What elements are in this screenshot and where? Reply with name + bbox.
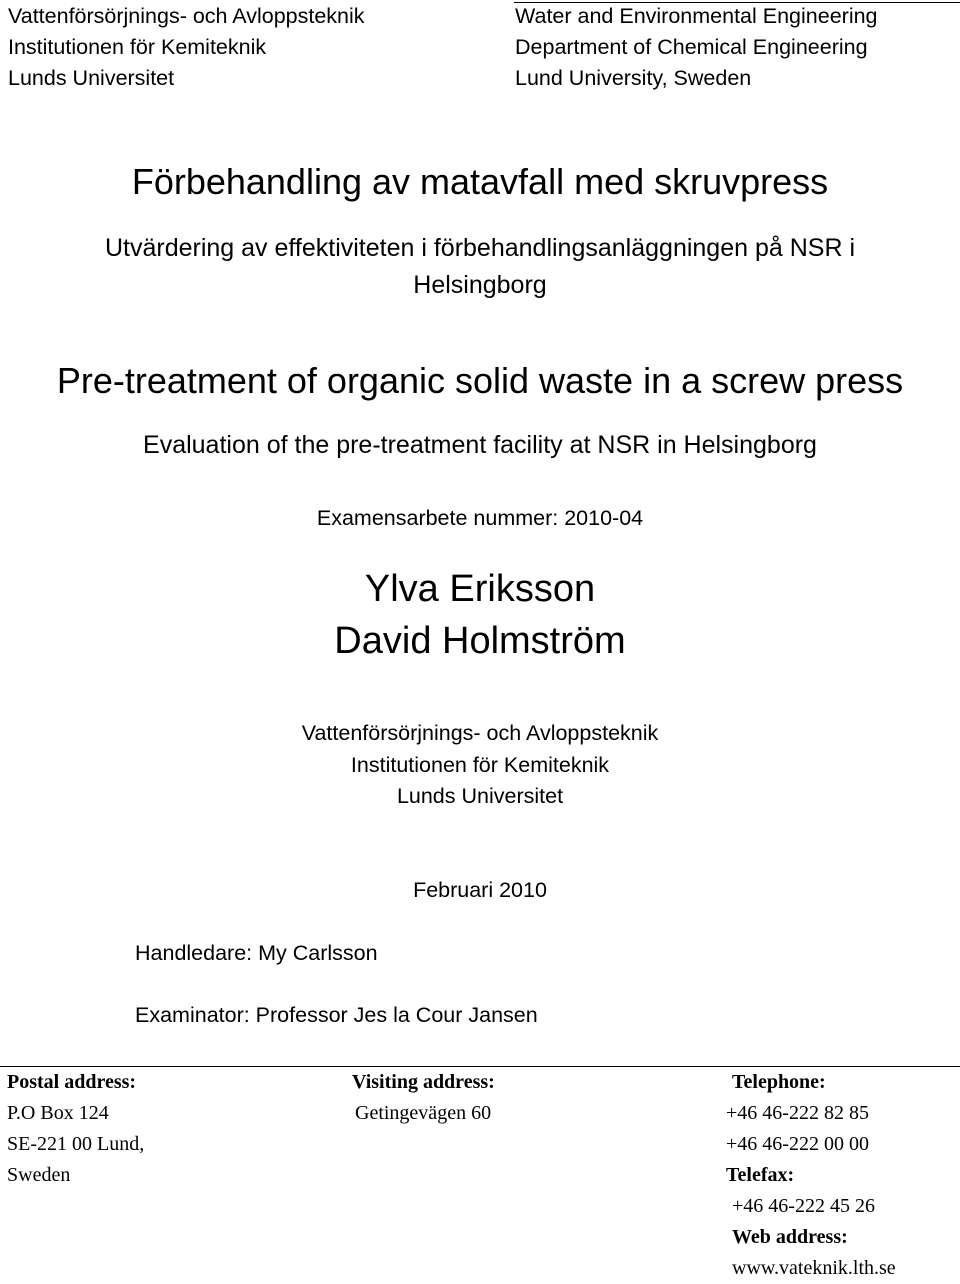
examiner: Examinator: Professor Jes la Cour Jansen bbox=[135, 1003, 538, 1027]
visiting-address-label: Visiting address: bbox=[352, 1071, 495, 1093]
telefax-number: +46 46-222 45 26 bbox=[732, 1195, 875, 1217]
swedish-title: Förbehandling av matavfall med skruvpress bbox=[131, 161, 829, 202]
telephone-number-2: +46 46-222 00 00 bbox=[726, 1133, 869, 1155]
header-right-line-3: Lund University, Sweden bbox=[515, 66, 752, 90]
web-address-label: Web address: bbox=[732, 1226, 848, 1248]
telephone-number-1: +46 46-222 82 85 bbox=[726, 1102, 869, 1124]
visiting-address-line-1: Getingevägen 60 bbox=[355, 1102, 492, 1124]
postal-address-line-3: Sweden bbox=[7, 1164, 71, 1186]
institution-block bbox=[0, 718, 960, 813]
swedish-subtitle-line-1: Utvärdering av effektiviteten i förbehandlingsanläggningen på NSR i bbox=[104, 234, 855, 262]
header-right-line-2: Department of Chemical Engineering bbox=[515, 35, 868, 59]
header-right-line-1: Water and Environmental Engineering bbox=[515, 4, 878, 28]
english-title: Pre-treatment of organic solid waste in a screw press bbox=[56, 360, 904, 401]
swedish-subtitle bbox=[0, 230, 960, 304]
header-english-affiliation bbox=[515, 1, 878, 94]
telefax-label: Telefax: bbox=[726, 1164, 795, 1186]
postal-address-line-1: P.O Box 124 bbox=[7, 1102, 109, 1124]
header-left-line-1: Vattenförsörjnings- och Avloppsteknik bbox=[8, 4, 365, 28]
telephone-label: Telephone: bbox=[732, 1071, 826, 1093]
footer-contact bbox=[726, 1067, 896, 1284]
swedish-subtitle-line-2: Helsingborg bbox=[413, 271, 547, 299]
publication-date: Februari 2010 bbox=[413, 878, 547, 902]
authors bbox=[0, 563, 960, 667]
exam-number: Examensarbete nummer: 2010-04 bbox=[316, 506, 644, 530]
postal-address-label: Postal address: bbox=[7, 1071, 137, 1093]
institution-line-1: Vattenförsörjnings- och Avloppsteknik bbox=[301, 721, 659, 745]
web-address-link[interactable]: www.vateknik.lth.se bbox=[732, 1257, 896, 1279]
header-swedish-affiliation bbox=[8, 1, 365, 94]
advisor: Handledare: My Carlsson bbox=[135, 941, 378, 965]
author-2: David Holmström bbox=[334, 620, 626, 662]
header-left-line-3: Lunds Universitet bbox=[8, 66, 175, 90]
english-subtitle: Evaluation of the pre-treatment facility at NSR in Helsingborg bbox=[143, 431, 817, 459]
footer-visiting-address bbox=[352, 1067, 495, 1129]
footer-postal-address bbox=[7, 1067, 144, 1191]
institution-line-2: Institutionen för Kemiteknik bbox=[350, 752, 610, 777]
institution-line-3: Lunds Universitet bbox=[396, 784, 564, 808]
postal-address-line-2: SE-221 00 Lund, bbox=[7, 1133, 145, 1155]
author-1: Ylva Eriksson bbox=[364, 568, 596, 610]
header-left-line-2: Institutionen för Kemiteknik bbox=[8, 35, 267, 59]
